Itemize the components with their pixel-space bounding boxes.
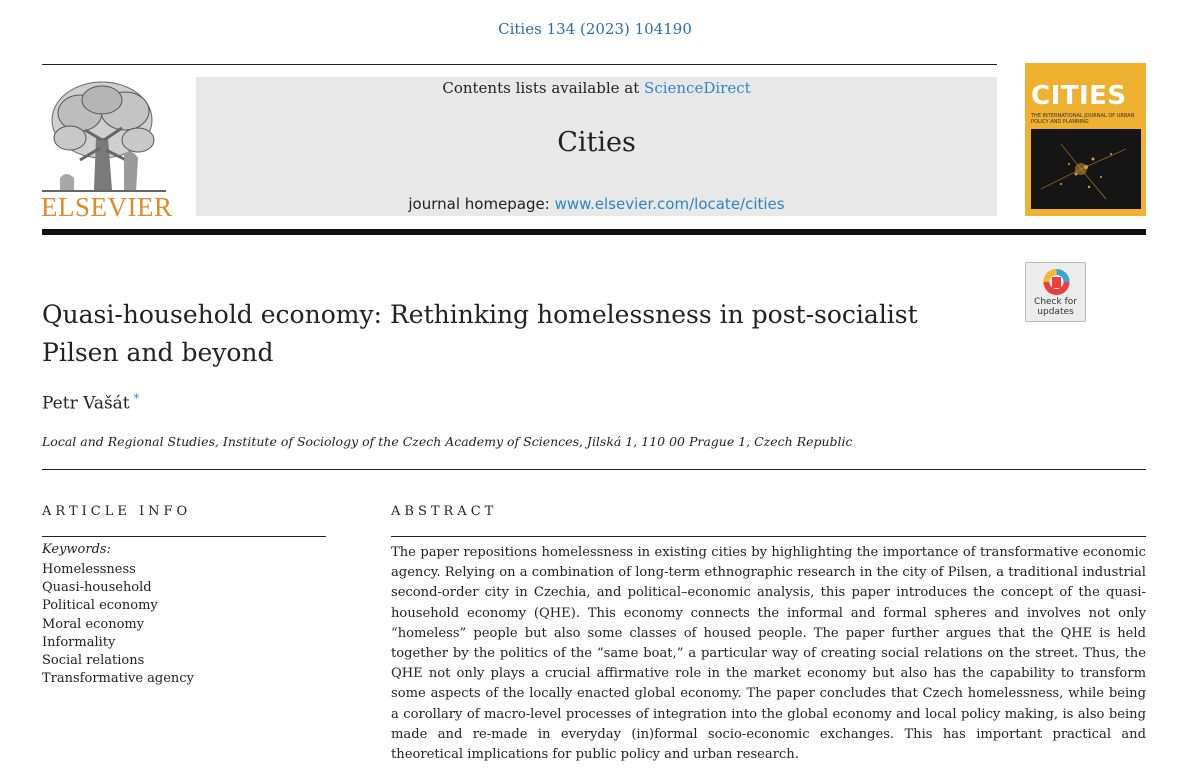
author-name[interactable]: Petr Vašát xyxy=(42,393,130,414)
abstract-rule xyxy=(391,536,1146,537)
header-top-rule xyxy=(42,64,997,65)
article-info-rule xyxy=(42,536,326,537)
cover-subtitle: THE INTERNATIONAL JOURNAL OF URBAN POLICY AND PLANNING xyxy=(1031,113,1135,125)
keywords-label: Keywords: xyxy=(42,542,111,557)
author-line xyxy=(42,392,139,414)
keyword-item: Moral economy xyxy=(42,616,145,632)
abstract-text: The paper repositions homelessness in existing cities by highlighting the importance of transformative economic agency. Relying on a combination of long-term ethnographic research in the city of Pilsen, a traditional industrial second-order city in Czechia, and political–economic analysis, this paper introduces the concept of the quasi-household economy (QHE). This economy connects the informal and formal spheres and involves not only “homeless” people but also some classes of housed people. The paper further argues that the QHE is held together by the politics of the “same boat,” a particular way of creating social relations on the street. Thus, the QHE not only plays a crucial affirmative role in the market economy but also has the capability to transform some aspects of the locally enacted global economy. The paper concludes that Czech homelessness, while being a corollary of macro-level processes of integration into the global economy and local policy making, is also being made and re-made in everyday (in)formal socio-economic exchanges. This has important practical and theoretical implications for public policy and urban research. xyxy=(391,545,1146,763)
article-info-heading: ARTICLE INFO xyxy=(42,504,192,519)
header-bottom-rule xyxy=(42,229,1146,235)
elsevier-wordmark: ELSEVIER xyxy=(41,192,173,222)
journal-cover-image[interactable] xyxy=(1025,63,1146,216)
corresponding-author-mark[interactable]: * xyxy=(133,392,140,405)
journal-citation[interactable]: Cities 134 (2023) 104190 xyxy=(498,20,692,38)
homepage-line xyxy=(196,195,997,213)
keyword-item: Transformative agency xyxy=(42,671,194,687)
homepage-prefix: journal homepage: xyxy=(408,195,555,213)
contents-line xyxy=(196,79,997,97)
journal-name: Cities xyxy=(557,127,636,158)
keyword-item: Quasi-household xyxy=(42,580,152,596)
author-affiliation: Local and Regional Studies, Institute of Sociology of the Czech Academy of Sciences, Jilská 1, 110 00 Prague 1, Czech Republic xyxy=(42,434,853,449)
abstract-heading: ABSTRACT xyxy=(391,504,498,519)
crossmark-label-line2: updates xyxy=(1037,307,1074,317)
keyword-item: Social relations xyxy=(42,653,145,669)
keyword-item: Informality xyxy=(42,634,116,650)
cover-night-city-image xyxy=(1031,129,1141,209)
keywords-list xyxy=(42,561,194,688)
keyword-item: Political economy xyxy=(42,598,158,614)
journal-header-box xyxy=(196,77,997,216)
check-for-updates-badge[interactable] xyxy=(1025,262,1086,322)
journal-homepage-link[interactable]: www.elsevier.com/locate/cities xyxy=(554,195,785,213)
sciencedirect-link[interactable]: ScienceDirect xyxy=(644,79,751,97)
contents-prefix: Contents lists available at xyxy=(442,79,645,97)
section-divider xyxy=(42,469,1146,470)
crossmark-icon xyxy=(1026,263,1087,297)
keyword-item: Homelessness xyxy=(42,562,136,577)
cover-title: CITIES xyxy=(1031,81,1127,111)
crossmark-label xyxy=(1026,297,1085,317)
paper-title: Quasi-household economy: Rethinking homelessness in post-socialist Pilsen and beyond xyxy=(42,300,918,367)
crossmark-label-line1: Check for xyxy=(1034,297,1077,307)
